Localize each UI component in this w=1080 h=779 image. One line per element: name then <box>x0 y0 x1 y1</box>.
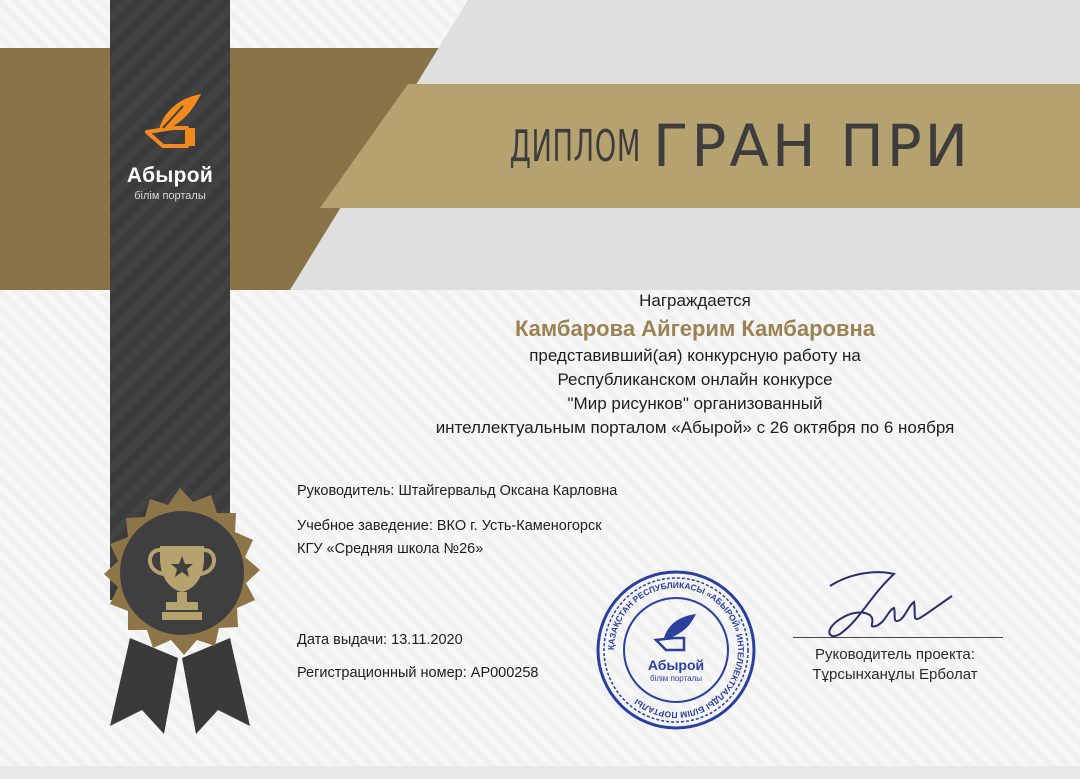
bottom-strip <box>0 766 1080 779</box>
diploma-degree: ГРАН ПРИ <box>653 112 972 180</box>
logo-subtitle: білім порталы <box>134 190 206 202</box>
award-text <box>300 288 1080 440</box>
trophy-medal-icon <box>80 488 280 738</box>
stamp-ring-text: ҚАЗАҚСТАН РЕСПУБЛИКАСЫ «АБЫРОЙ» ИНТЕЛЛЕКТУАЛДЫ БІЛІМ ПОРТАЛЫ <box>605 579 747 721</box>
supervisor-line: Руководитель: Штайгервальд Оксана Карловна <box>297 483 618 499</box>
handwritten-signature <box>800 566 970 646</box>
description-line: "Мир рисунков" организованный <box>567 394 823 413</box>
institution-line: Учебное заведение: ВКО г. Усть-Каменогорск <box>297 518 602 534</box>
quill-hand-icon <box>133 88 207 160</box>
stamp-logo-name: Абырой <box>647 657 705 673</box>
title-band <box>320 84 1080 208</box>
description-line: Республиканском онлайн конкурсе <box>557 370 833 389</box>
issue-date: Дата выдачи: 13.11.2020 <box>297 632 463 648</box>
official-stamp <box>594 568 758 732</box>
stamp-logo-sub: білім порталы <box>649 674 703 683</box>
logo-name: Абырой <box>126 164 214 187</box>
description-line: интеллектуальным порталом «Абырой» с 26 октября по 6 ноября <box>435 418 955 437</box>
school-line: КГУ «Средняя школа №26» <box>297 541 484 557</box>
registration-number: Регистрационный номер: АР000258 <box>297 665 539 681</box>
signatory-role: Руководитель проекта: <box>815 646 975 663</box>
signatory-name: Тұрсынханұлы Ерболат <box>812 666 978 683</box>
awarded-label: Награждается <box>639 291 751 310</box>
diploma-word: ДИПЛОМ <box>509 120 641 172</box>
signature-line <box>793 637 1003 638</box>
brand-logo <box>110 88 230 202</box>
description-line: представивший(ая) конкурсную работу на <box>529 346 861 365</box>
recipient-name: Камбарова Айгерим Камбаровна <box>514 316 876 341</box>
